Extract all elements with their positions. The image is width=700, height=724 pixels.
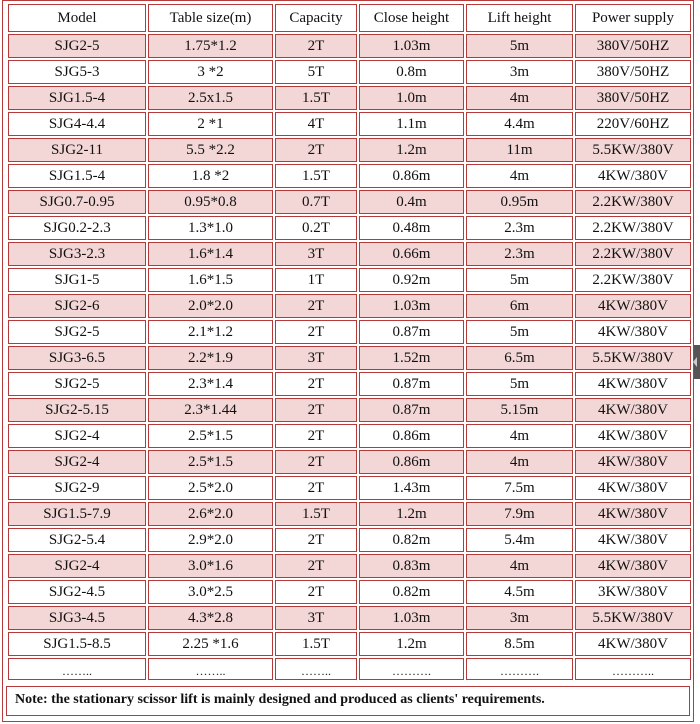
- cell-close-height: 1.1m: [359, 112, 464, 136]
- header-model: Model: [8, 4, 146, 32]
- cell-close-height: 0.86m: [359, 450, 464, 474]
- cell-model: SJG2-5: [8, 320, 146, 344]
- cell-capacity: 1T: [275, 268, 357, 292]
- cell-lift-height: 3m: [466, 60, 573, 84]
- cell-table-size: 2 *1: [148, 112, 273, 136]
- cell-power-supply: 4KW/380V: [575, 528, 691, 552]
- cell-power-supply: 380V/50HZ: [575, 86, 691, 110]
- cell-power-supply: 220V/60HZ: [575, 112, 691, 136]
- cell-model: SJG3-6.5: [8, 346, 146, 370]
- cell-close-height: 0.48m: [359, 216, 464, 240]
- cell-power-supply: 5.5KW/380V: [575, 138, 691, 162]
- cell-table-size: 3 *2: [148, 60, 273, 84]
- cell-table-size: 3.0*1.6: [148, 554, 273, 578]
- cell-lift-height: 4m: [466, 424, 573, 448]
- cell-capacity: 3T: [275, 242, 357, 266]
- cell-lift-height: 6m: [466, 294, 573, 318]
- cell-close-height: 1.2m: [359, 138, 464, 162]
- table-row: [8, 60, 691, 84]
- cell-close-height: 0.92m: [359, 268, 464, 292]
- cell-capacity: 2T: [275, 294, 357, 318]
- cell-model: SJG1.5-4: [8, 164, 146, 188]
- cell-model: SJG3-4.5: [8, 606, 146, 630]
- cell-power-supply: 4KW/380V: [575, 632, 691, 656]
- side-scroll-tab[interactable]: [694, 345, 700, 379]
- cell-capacity: 0.2T: [275, 216, 357, 240]
- cell-power-supply: 4KW/380V: [575, 554, 691, 578]
- ellipsis-cell: ………..: [575, 658, 691, 680]
- cell-model: SJG2-5.15: [8, 398, 146, 422]
- cell-table-size: 1.6*1.4: [148, 242, 273, 266]
- ellipsis-cell: ……..: [148, 658, 273, 680]
- cell-model: SJG1.5-7.9: [8, 502, 146, 526]
- table-row: [8, 398, 691, 422]
- cell-power-supply: 4KW/380V: [575, 398, 691, 422]
- table-row: [8, 528, 691, 552]
- cell-capacity: 2T: [275, 528, 357, 552]
- table-row: [8, 138, 691, 162]
- cell-lift-height: 7.9m: [466, 502, 573, 526]
- cell-lift-height: 6.5m: [466, 346, 573, 370]
- table-row: [8, 424, 691, 448]
- cell-lift-height: 4.4m: [466, 112, 573, 136]
- cell-close-height: 1.2m: [359, 632, 464, 656]
- cell-model: SJG2-4: [8, 424, 146, 448]
- header-row: [8, 4, 691, 32]
- table-row: [8, 242, 691, 266]
- cell-power-supply: 3KW/380V: [575, 580, 691, 604]
- cell-model: SJG2-5.4: [8, 528, 146, 552]
- ellipsis-row: [8, 658, 691, 680]
- cell-capacity: 1.5T: [275, 86, 357, 110]
- cell-lift-height: 4.5m: [466, 580, 573, 604]
- cell-close-height: 0.66m: [359, 242, 464, 266]
- cell-power-supply: 4KW/380V: [575, 450, 691, 474]
- cell-close-height: 1.03m: [359, 294, 464, 318]
- cell-lift-height: 4m: [466, 164, 573, 188]
- cell-model: SJG1.5-4: [8, 86, 146, 110]
- cell-capacity: 2T: [275, 450, 357, 474]
- cell-close-height: 1.43m: [359, 476, 464, 500]
- cell-capacity: 2T: [275, 138, 357, 162]
- cell-close-height: 0.87m: [359, 372, 464, 396]
- cell-capacity: 1.5T: [275, 502, 357, 526]
- cell-lift-height: 8.5m: [466, 632, 573, 656]
- cell-close-height: 0.87m: [359, 398, 464, 422]
- table-row: [8, 164, 691, 188]
- cell-lift-height: 11m: [466, 138, 573, 162]
- cell-model: SJG2-4.5: [8, 580, 146, 604]
- cell-model: SJG1.5-8.5: [8, 632, 146, 656]
- cell-power-supply: 4KW/380V: [575, 320, 691, 344]
- cell-model: SJG2-5: [8, 34, 146, 58]
- cell-capacity: 1.5T: [275, 164, 357, 188]
- cell-capacity: 2T: [275, 372, 357, 396]
- cell-capacity: 2T: [275, 554, 357, 578]
- table-row: [8, 502, 691, 526]
- cell-power-supply: 4KW/380V: [575, 164, 691, 188]
- cell-model: SJG2-4: [8, 554, 146, 578]
- table-row: [8, 34, 691, 58]
- ellipsis-cell: ……….: [466, 658, 573, 680]
- table-row: [8, 450, 691, 474]
- cell-table-size: 2.6*2.0: [148, 502, 273, 526]
- table-row: [8, 86, 691, 110]
- table-row: [8, 554, 691, 578]
- cell-lift-height: 5.15m: [466, 398, 573, 422]
- cell-lift-height: 0.95m: [466, 190, 573, 214]
- cell-table-size: 2.5*1.5: [148, 450, 273, 474]
- table-body: [8, 34, 691, 680]
- cell-power-supply: 2.2KW/380V: [575, 216, 691, 240]
- cell-close-height: 0.82m: [359, 580, 464, 604]
- cell-lift-height: 3m: [466, 606, 573, 630]
- cell-table-size: 0.95*0.8: [148, 190, 273, 214]
- cell-model: SJG0.7-0.95: [8, 190, 146, 214]
- cell-capacity: 3T: [275, 346, 357, 370]
- header-lift-height: Lift height: [466, 4, 573, 32]
- cell-close-height: 0.4m: [359, 190, 464, 214]
- cell-power-supply: 4KW/380V: [575, 372, 691, 396]
- cell-lift-height: 2.3m: [466, 216, 573, 240]
- footnote: Note: the stationary scissor lift is mainly designed and produced as clients' requirements.: [6, 686, 690, 716]
- cell-model: SJG1-5: [8, 268, 146, 292]
- cell-close-height: 1.03m: [359, 34, 464, 58]
- cell-table-size: 1.75*1.2: [148, 34, 273, 58]
- cell-lift-height: 5m: [466, 320, 573, 344]
- cell-capacity: 5T: [275, 60, 357, 84]
- cell-close-height: 0.87m: [359, 320, 464, 344]
- table-row: [8, 268, 691, 292]
- header-power-supply: Power supply: [575, 4, 691, 32]
- table-row: [8, 606, 691, 630]
- cell-close-height: 0.86m: [359, 164, 464, 188]
- cell-table-size: 1.8 *2: [148, 164, 273, 188]
- cell-model: SJG2-4: [8, 450, 146, 474]
- cell-capacity: 2T: [275, 424, 357, 448]
- cell-close-height: 1.52m: [359, 346, 464, 370]
- table-row: [8, 372, 691, 396]
- cell-capacity: 2T: [275, 398, 357, 422]
- cell-table-size: 2.2*1.9: [148, 346, 273, 370]
- cell-capacity: 2T: [275, 320, 357, 344]
- cell-close-height: 1.0m: [359, 86, 464, 110]
- cell-lift-height: 4m: [466, 554, 573, 578]
- cell-model: SJG2-11: [8, 138, 146, 162]
- cell-table-size: 5.5 *2.2: [148, 138, 273, 162]
- cell-capacity: 2T: [275, 476, 357, 500]
- cell-table-size: 2.5x1.5: [148, 86, 273, 110]
- specification-table: [6, 2, 693, 682]
- table-row: [8, 632, 691, 656]
- ellipsis-cell: ……..: [8, 658, 146, 680]
- cell-model: SJG5-3: [8, 60, 146, 84]
- cell-table-size: 2.0*2.0: [148, 294, 273, 318]
- cell-table-size: 2.3*1.44: [148, 398, 273, 422]
- cell-capacity: 2T: [275, 34, 357, 58]
- cell-close-height: 0.83m: [359, 554, 464, 578]
- cell-table-size: 1.3*1.0: [148, 216, 273, 240]
- cell-table-size: 2.5*1.5: [148, 424, 273, 448]
- cell-lift-height: 5m: [466, 268, 573, 292]
- cell-lift-height: 2.3m: [466, 242, 573, 266]
- cell-close-height: 0.82m: [359, 528, 464, 552]
- cell-power-supply: 5.5KW/380V: [575, 346, 691, 370]
- ellipsis-cell: ……..: [275, 658, 357, 680]
- table-row: [8, 320, 691, 344]
- cell-capacity: 3T: [275, 606, 357, 630]
- cell-table-size: 2.5*2.0: [148, 476, 273, 500]
- cell-model: SJG0.2-2.3: [8, 216, 146, 240]
- cell-lift-height: 7.5m: [466, 476, 573, 500]
- cell-table-size: 3.0*2.5: [148, 580, 273, 604]
- table-row: [8, 580, 691, 604]
- cell-table-size: 2.3*1.4: [148, 372, 273, 396]
- cell-table-size: 2.9*2.0: [148, 528, 273, 552]
- cell-power-supply: 380V/50HZ: [575, 34, 691, 58]
- cell-power-supply: 2.2KW/380V: [575, 268, 691, 292]
- cell-capacity: 4T: [275, 112, 357, 136]
- cell-table-size: 2.1*1.2: [148, 320, 273, 344]
- cell-power-supply: 4KW/380V: [575, 294, 691, 318]
- cell-power-supply: 2.2KW/380V: [575, 190, 691, 214]
- cell-table-size: 2.25 *1.6: [148, 632, 273, 656]
- cell-close-height: 0.8m: [359, 60, 464, 84]
- table-row: [8, 346, 691, 370]
- cell-power-supply: 5.5KW/380V: [575, 606, 691, 630]
- cell-model: SJG2-6: [8, 294, 146, 318]
- cell-capacity: 2T: [275, 580, 357, 604]
- table-row: [8, 216, 691, 240]
- table-row: [8, 476, 691, 500]
- cell-model: SJG4-4.4: [8, 112, 146, 136]
- cell-power-supply: 4KW/380V: [575, 476, 691, 500]
- cell-lift-height: 4m: [466, 86, 573, 110]
- cell-table-size: 4.3*2.8: [148, 606, 273, 630]
- cell-power-supply: 4KW/380V: [575, 424, 691, 448]
- header-close-height: Close height: [359, 4, 464, 32]
- cell-power-supply: 2.2KW/380V: [575, 242, 691, 266]
- table-row: [8, 294, 691, 318]
- cell-lift-height: 5.4m: [466, 528, 573, 552]
- cell-lift-height: 4m: [466, 450, 573, 474]
- cell-lift-height: 5m: [466, 372, 573, 396]
- cell-capacity: 0.7T: [275, 190, 357, 214]
- cell-lift-height: 5m: [466, 34, 573, 58]
- cell-close-height: 1.2m: [359, 502, 464, 526]
- cell-model: SJG3-2.3: [8, 242, 146, 266]
- header-capacity: Capacity: [275, 4, 357, 32]
- cell-model: SJG2-9: [8, 476, 146, 500]
- cell-close-height: 1.03m: [359, 606, 464, 630]
- ellipsis-cell: ……….: [359, 658, 464, 680]
- table-row: [8, 112, 691, 136]
- cell-power-supply: 380V/50HZ: [575, 60, 691, 84]
- cell-power-supply: 4KW/380V: [575, 502, 691, 526]
- cell-table-size: 1.6*1.5: [148, 268, 273, 292]
- header-table-size: Table size(m): [148, 4, 273, 32]
- cell-model: SJG2-5: [8, 372, 146, 396]
- cell-capacity: 1.5T: [275, 632, 357, 656]
- cell-close-height: 0.86m: [359, 424, 464, 448]
- table-row: [8, 190, 691, 214]
